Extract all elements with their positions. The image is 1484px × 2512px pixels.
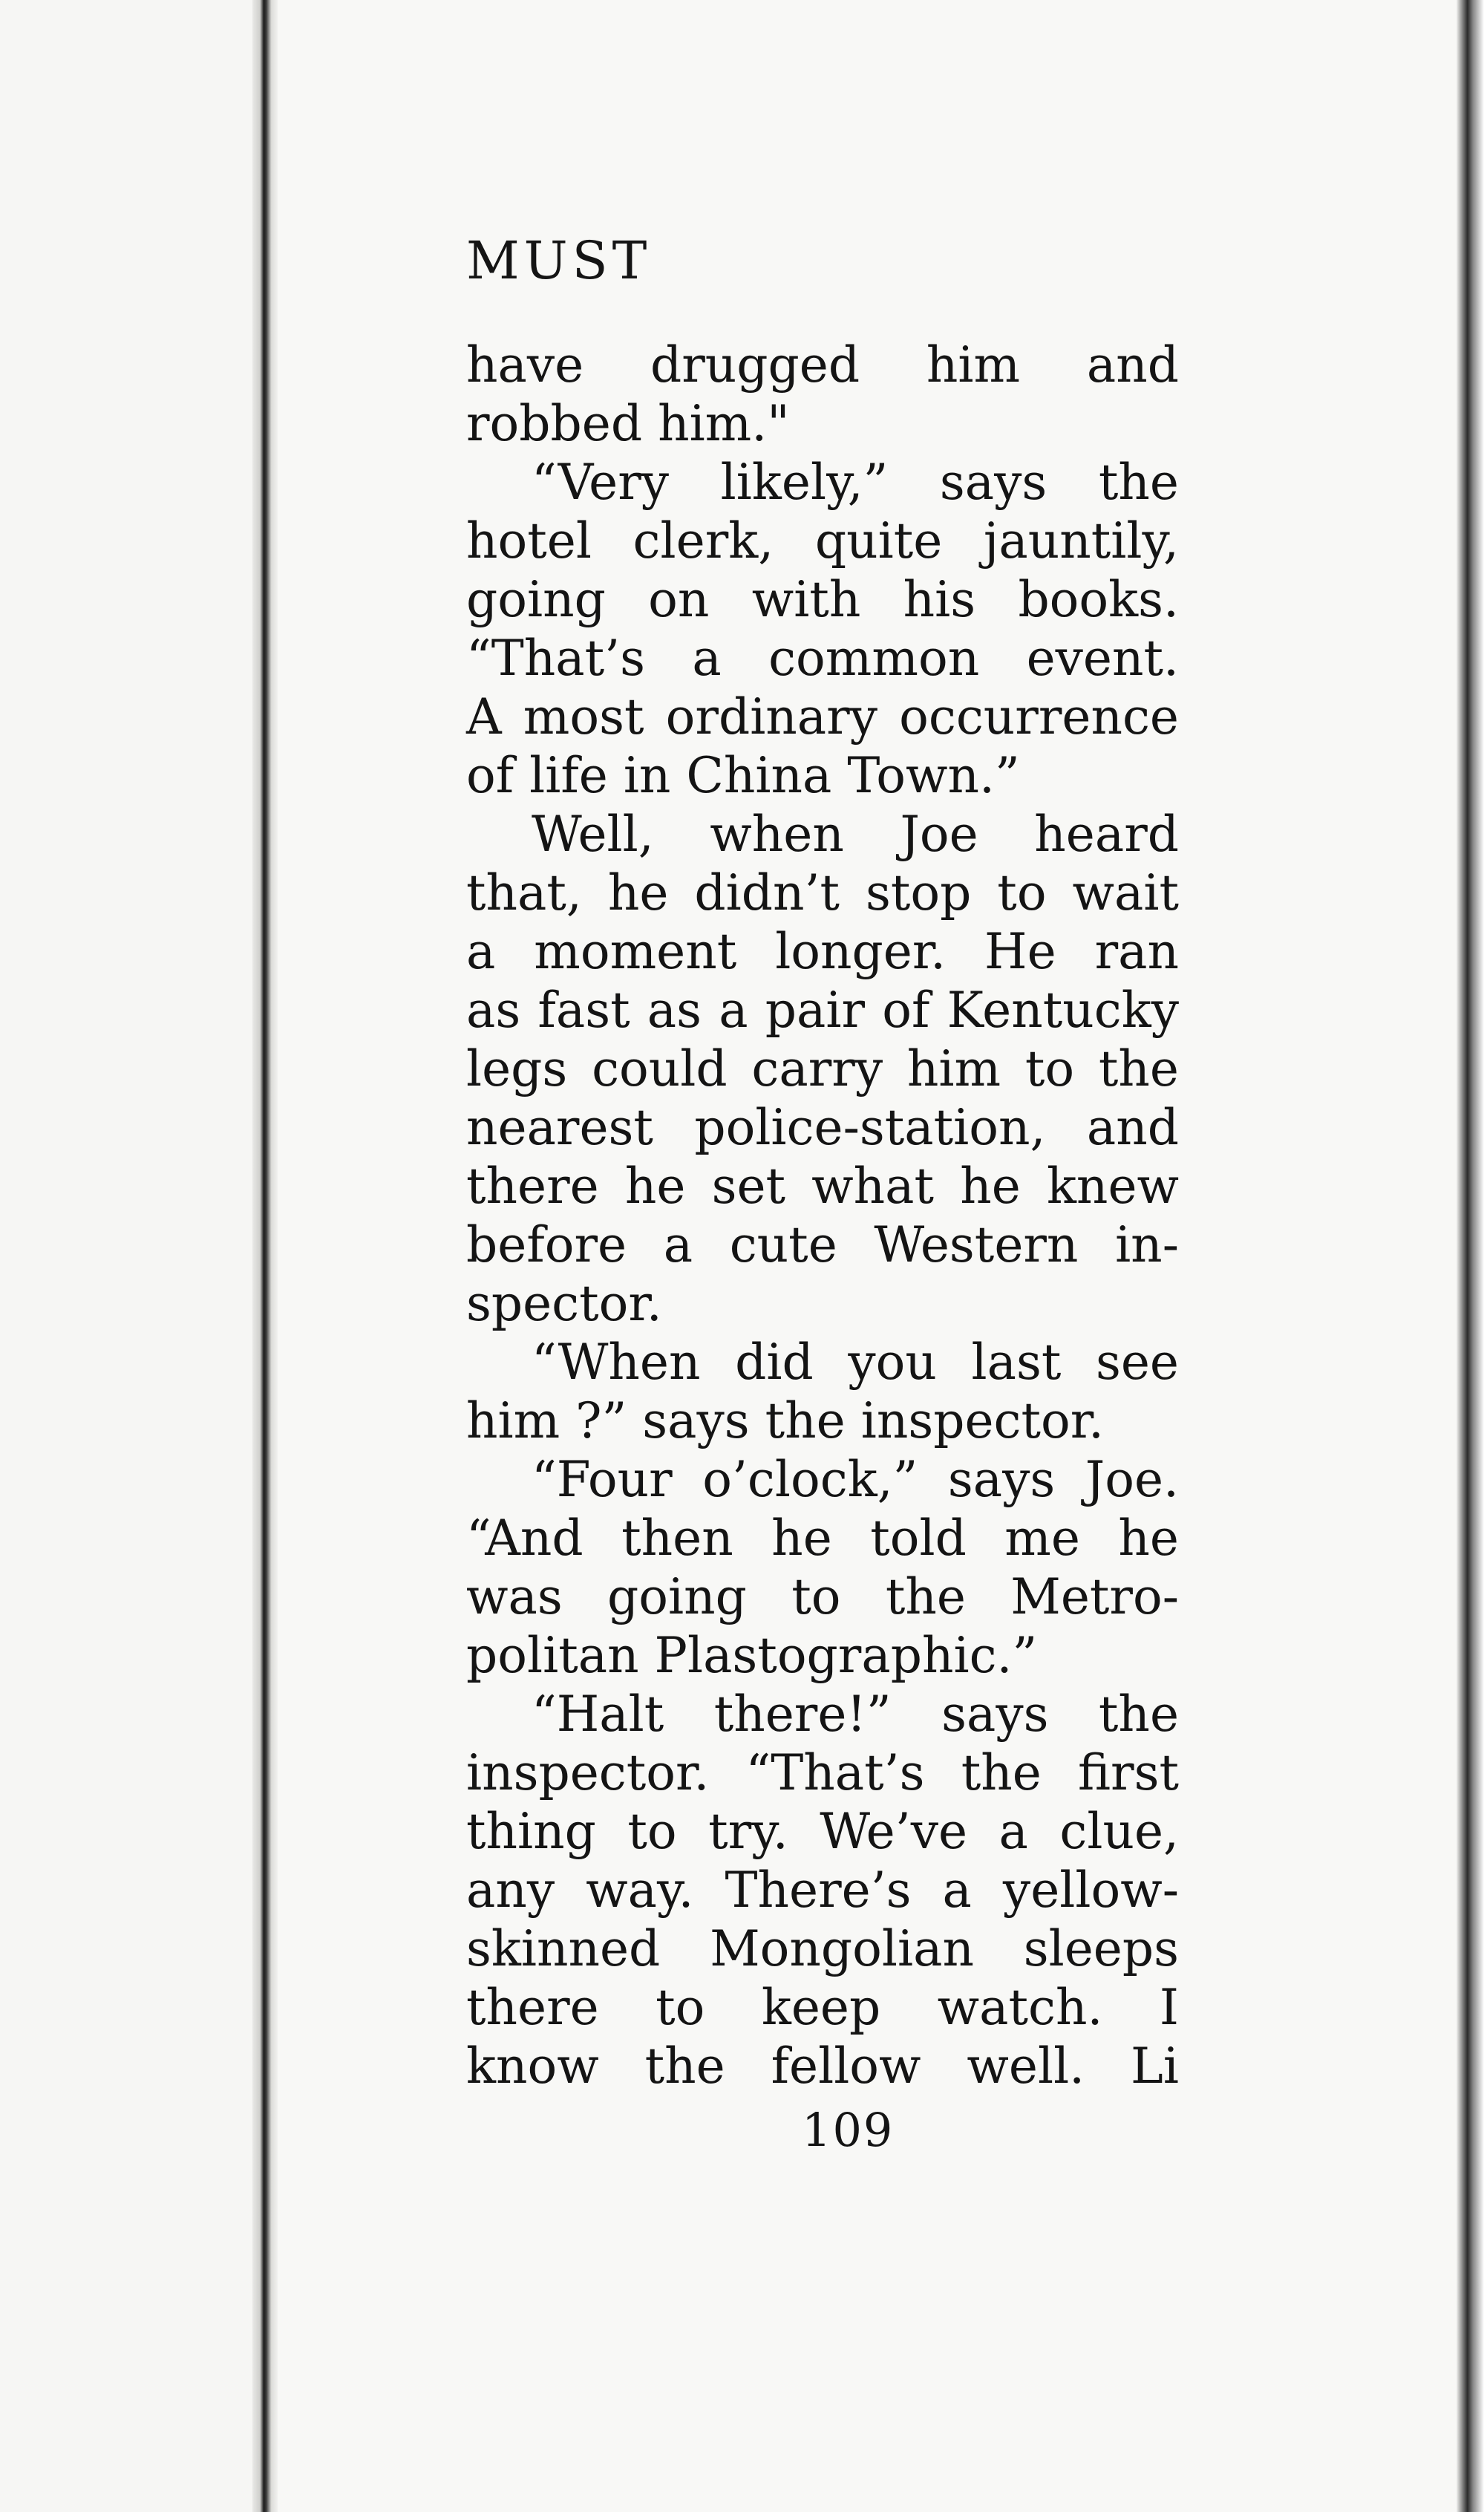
text-line: spector.: [466, 1275, 662, 1332]
text-line: skinned Mongolian sleeps: [466, 1920, 1179, 1977]
text-line: “Four o’clock,” says Joe.: [532, 1451, 1179, 1508]
text-line: robbed him.": [466, 395, 790, 452]
text-line: thing to try. We’ve a clue,: [466, 1803, 1179, 1860]
book-gutter: [252, 0, 278, 2512]
text-line: of life in China Town.”: [466, 747, 1020, 804]
page-number: 109: [802, 2103, 895, 2157]
text-line: as fast as a pair of Kentucky: [466, 982, 1179, 1039]
left-page: [0, 0, 256, 2512]
text-line: “When did you last see: [532, 1334, 1179, 1391]
text-line: was going to the Metro-: [466, 1568, 1179, 1625]
text-line: “Very likely,” says the: [532, 454, 1179, 511]
text-line: inspector. “That’s the first: [466, 1744, 1179, 1801]
text-line: politan Plastographic.”: [466, 1627, 1038, 1684]
text-line: there he set what he knew: [466, 1158, 1179, 1215]
text-line: there to keep watch. I: [466, 1979, 1179, 2036]
text-line: “That’s a common event.: [466, 630, 1179, 687]
text-line: nearest police-station, and: [466, 1099, 1179, 1156]
text-line: a moment longer. He ran: [466, 923, 1179, 980]
text-line: before a cute Western in-: [466, 1216, 1179, 1273]
text-line: have drugged him and: [466, 336, 1179, 394]
body-text: [466, 336, 1179, 2095]
running-head: MUST: [466, 230, 652, 291]
text-line: hotel clerk, quite jauntily,: [466, 512, 1179, 570]
page-edge: [1457, 0, 1484, 2512]
text-line: know the fellow well. Li: [466, 2038, 1179, 2095]
text-line: A most ordinary occurrence: [466, 688, 1179, 746]
text-line: him ?” says the inspector.: [466, 1392, 1104, 1449]
text-line: legs could carry him to the: [466, 1040, 1179, 1097]
text-line: “And then he told me he: [466, 1510, 1179, 1567]
text-line: Well, when Joe heard: [532, 806, 1179, 863]
text-line: that, he didn’t stop to wait: [466, 864, 1179, 921]
text-line: “Halt there!” says the: [532, 1686, 1179, 1743]
text-line: going on with his books.: [466, 571, 1179, 628]
text-line: any way. There’s a yellow-: [466, 1862, 1179, 1919]
